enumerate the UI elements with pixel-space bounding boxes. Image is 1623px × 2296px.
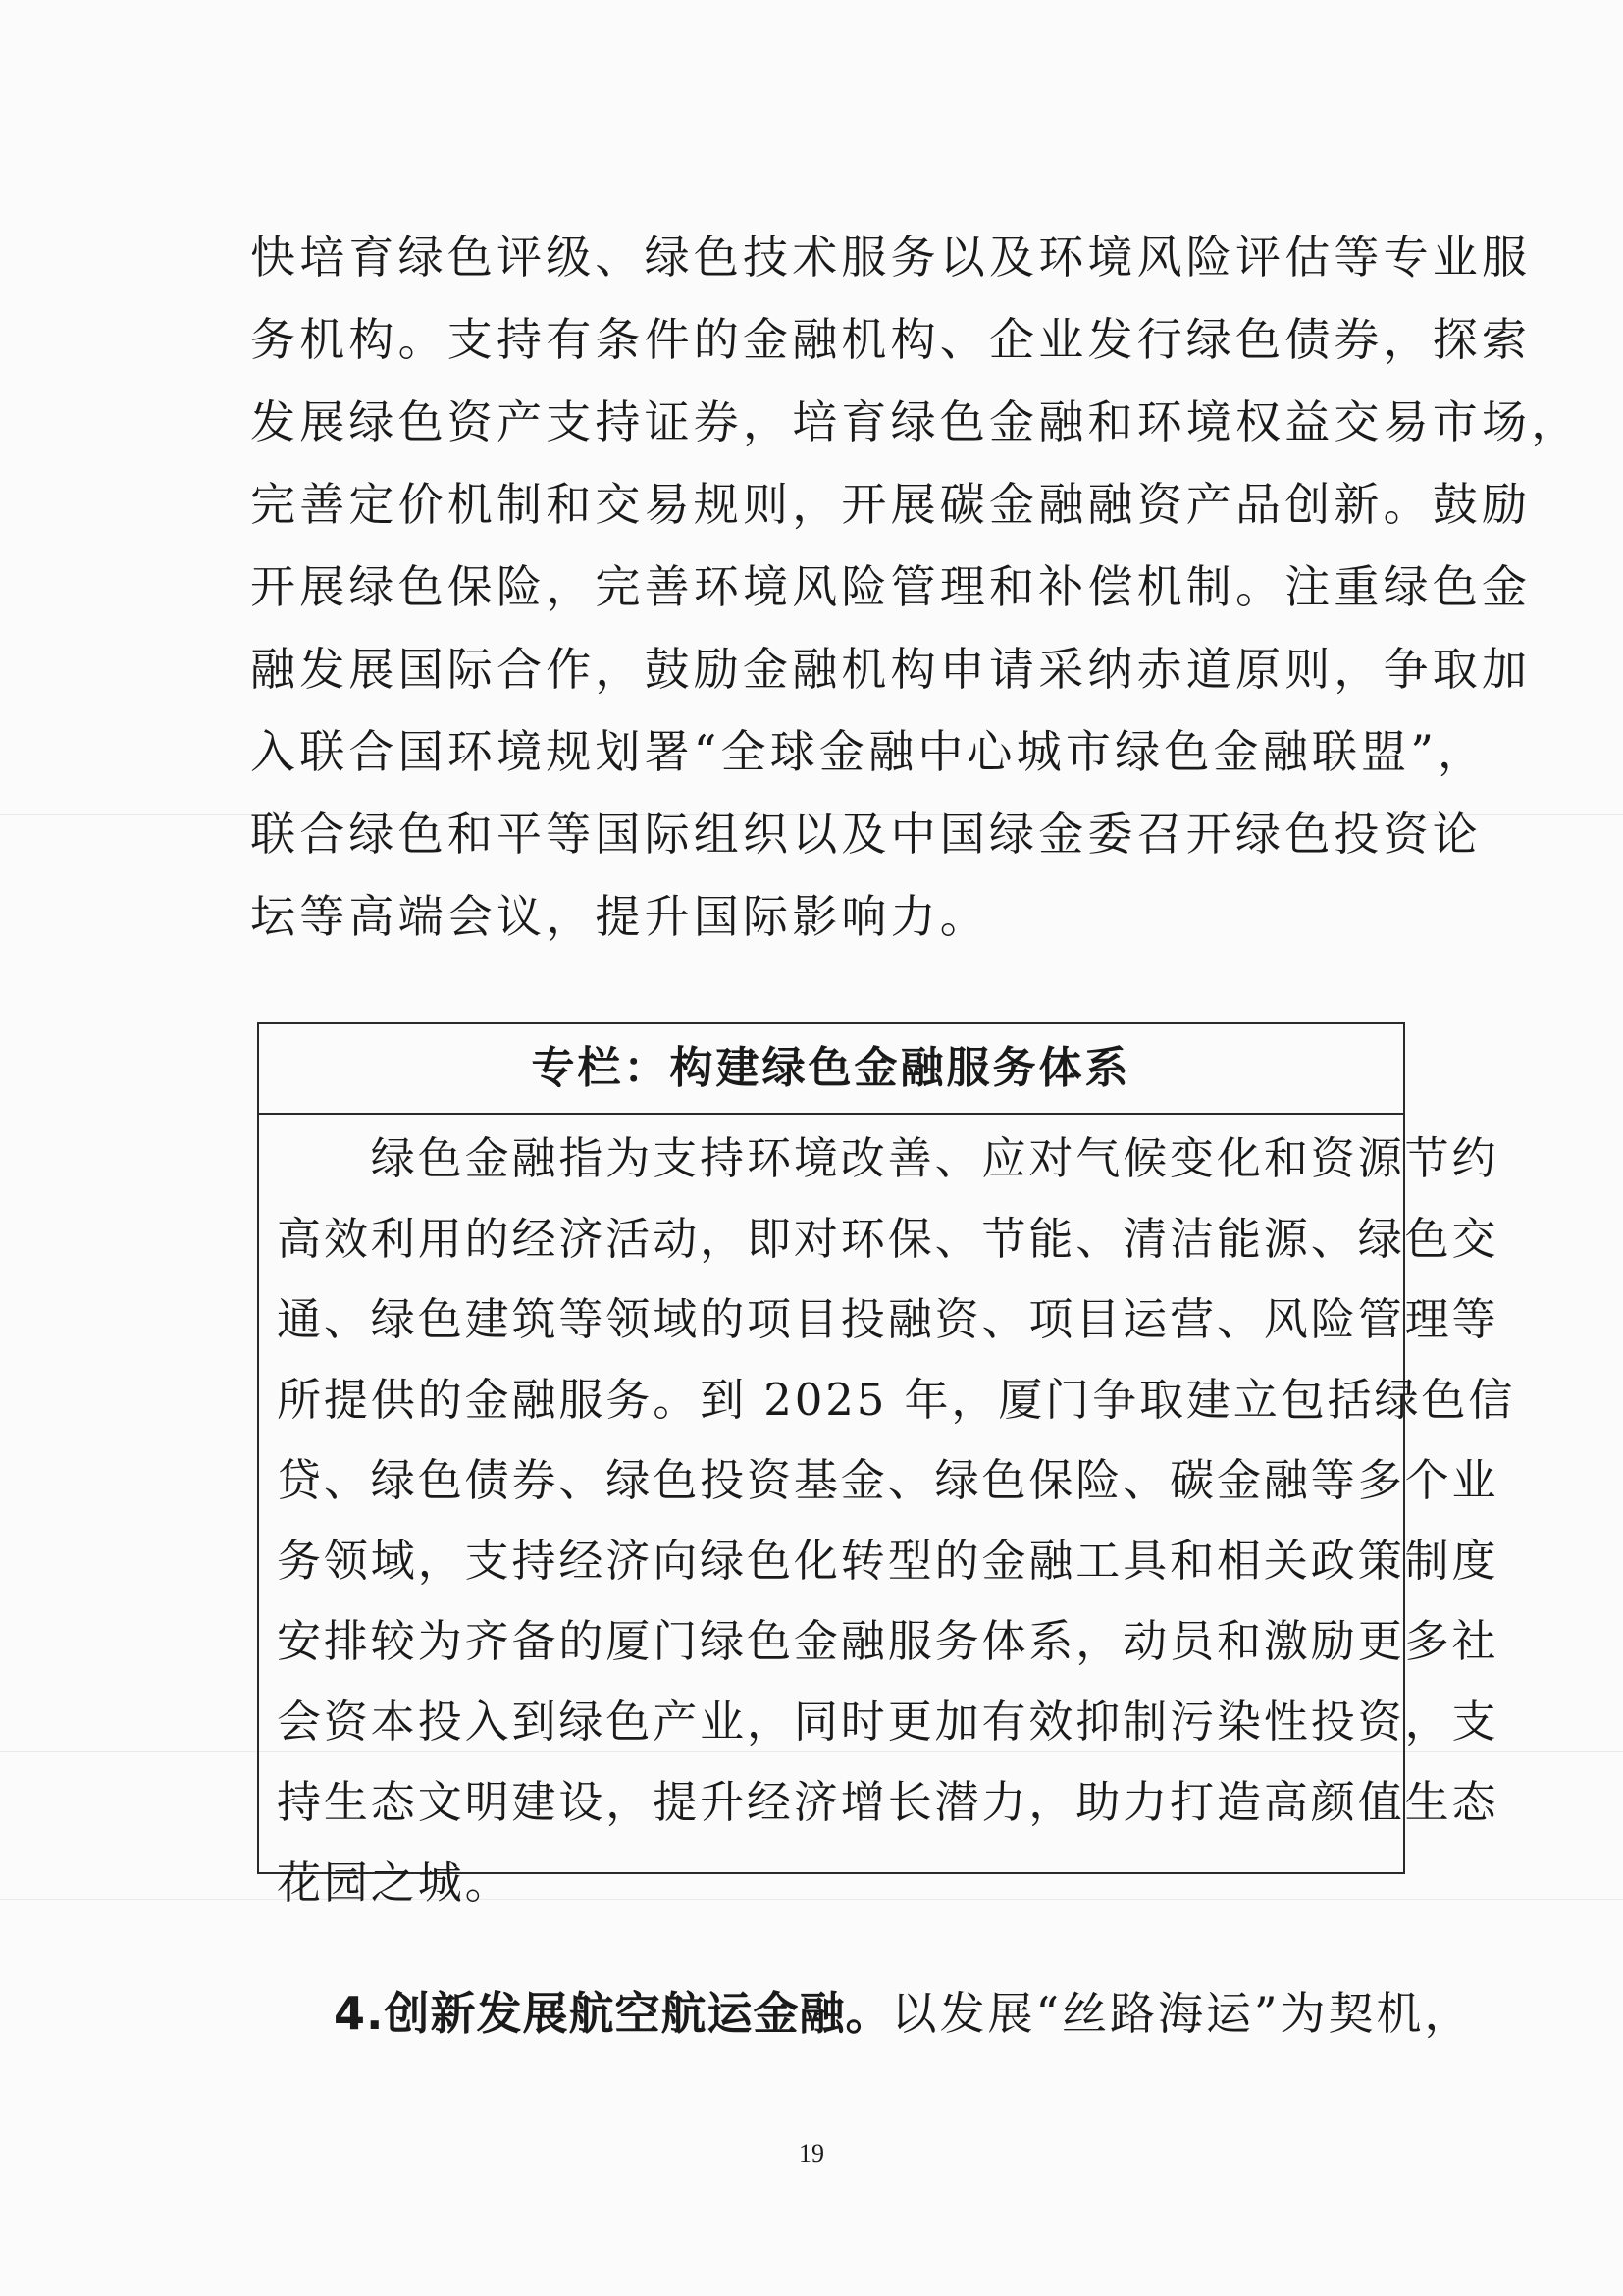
text-line: 坛等高端会议，提升国际影响力。 bbox=[250, 890, 989, 943]
text-line: 发展绿色资产支持证券，培育绿色金融和环境权益交易市场， bbox=[250, 395, 1581, 448]
text-line: 花园之城。 bbox=[277, 1856, 512, 1908]
text-line: 入联合国环境规划署“全球金融中心城市绿色金融联盟”， bbox=[250, 725, 1488, 778]
text-line: 务机构。支持有条件的金融机构、企业发行绿色债券，探索 bbox=[250, 313, 1532, 366]
text-line: 通、绿色建筑等领域的项目投融资、项目运营、风险管理等 bbox=[277, 1293, 1499, 1345]
text-line: 安排较为齐备的厦门绿色金融服务体系，动员和激励更多社 bbox=[277, 1615, 1499, 1667]
text-line: 快培育绿色评级、绿色技术服务以及环境风险评估等专业服 bbox=[250, 231, 1532, 284]
text-line: 务领域，支持经济向绿色化转型的金融工具和相关政策制度 bbox=[277, 1535, 1499, 1587]
body-paragraph bbox=[250, 216, 1581, 958]
text-line: 持生态文明建设，提升经济增长潜力，助力打造高颜值生态 bbox=[277, 1776, 1499, 1828]
text-line: 高效利用的经济活动，即对环保、节能、清洁能源、绿色交 bbox=[277, 1213, 1499, 1265]
text-line: 开展绿色保险，完善环境风险管理和补偿机制。注重绿色金 bbox=[250, 560, 1532, 613]
text-line: 联合绿色和平等国际组织以及中国绿金委召开绿色投资论 bbox=[250, 808, 1482, 861]
section-heading bbox=[334, 1972, 1473, 2055]
text-line: 会资本投入到绿色产业，同时更加有效抑制污染性投资，支 bbox=[277, 1696, 1499, 1748]
text-line: 融发展国际合作，鼓励金融机构申请采纳赤道原则，争取加 bbox=[250, 643, 1532, 696]
text-line: 绿色金融指为支持环境改善、应对气候变化和资源节约 bbox=[277, 1132, 1499, 1184]
section-heading-title: 4.创新发展航空航运金融。 bbox=[334, 1987, 892, 2040]
section-heading-text: 以发展“丝路海运”为契机， bbox=[891, 1987, 1473, 2040]
box-title: 专栏：构建绿色金融服务体系 bbox=[259, 1024, 1403, 1115]
text-line: 贷、绿色债券、绿色投资基金、绿色保险、碳金融等多个业 bbox=[277, 1454, 1499, 1506]
sidebar-column-box bbox=[257, 1022, 1516, 1908]
box-paragraph bbox=[277, 1119, 1516, 1923]
page-number: 19 bbox=[799, 2139, 824, 2167]
text-line: 所提供的金融服务。到 2025 年，厦门争取建立包括绿色信 bbox=[277, 1374, 1516, 1426]
text-line: 完善定价机制和交易规则，开展碳金融融资产品创新。鼓励 bbox=[250, 478, 1532, 531]
